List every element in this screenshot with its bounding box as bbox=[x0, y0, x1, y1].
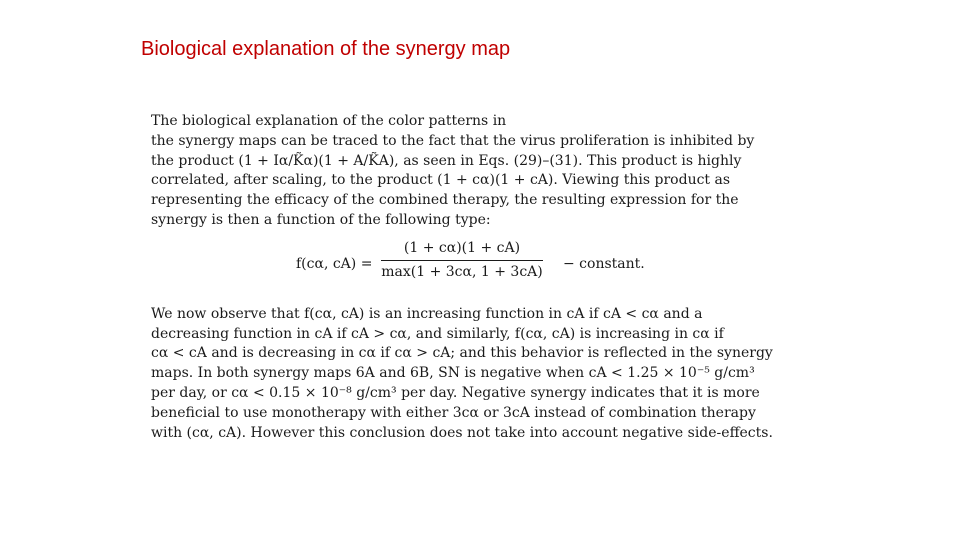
text-line: We now observe that f(cα, cA) is an increasing function in cA if cA < cα and a bbox=[151, 305, 703, 322]
text-line: with (cα, cA). However this conclusion does not take into account negative side-effects. bbox=[151, 424, 773, 441]
synergy-equation bbox=[151, 239, 779, 295]
text-line: correlated, after scaling, to the product (1 + cα)(1 + cA). Viewing this product as bbox=[151, 172, 731, 189]
equation-numerator: (1 + cα)(1 + cA) bbox=[403, 239, 521, 256]
equation-fraction bbox=[381, 239, 543, 283]
text-line: maps. In both synergy maps 6A and 6B, SN is negative when cA < 1.25 × 10⁻⁵ g/cm³ bbox=[151, 365, 755, 382]
text-line: the synergy maps can be traced to the fact that the virus proliferation is inhibited by bbox=[151, 132, 755, 149]
text-line: synergy is then a function of the following type: bbox=[151, 211, 491, 228]
document-excerpt bbox=[151, 112, 779, 443]
slide-title: Biological explanation of the synergy map bbox=[141, 38, 511, 60]
equation-rhs: − constant. bbox=[563, 255, 645, 272]
text-line: per day, or cα < 0.15 × 10⁻⁸ g/cm³ per day. Negative synergy indicates that it is more bbox=[151, 384, 760, 401]
text-line: decreasing function in cA if cA > cα, and similarly, f(cα, cA) is increasing in cα if bbox=[151, 325, 724, 342]
text-line: cα < cA and is decreasing in cα if cα > cA; and this behavior is reflected in the synergy bbox=[151, 345, 773, 362]
fraction-bar bbox=[381, 260, 543, 261]
text-line: representing the efficacy of the combined therapy, the resulting expression for the bbox=[151, 192, 739, 209]
text-line: the product (1 + Iα/K̃α)(1 + A/K̃A), as seen in Eqs. (29)–(31). This product is highly bbox=[151, 152, 742, 169]
text-line: beneficial to use monotherapy with either 3cα or 3cA instead of combination therapy bbox=[151, 404, 756, 421]
equation-lhs: f(cα, cA) = bbox=[296, 255, 373, 272]
equation-denominator: max(1 + 3cα, 1 + 3cA) bbox=[381, 263, 543, 280]
text-line: The biological explanation of the color patterns in bbox=[151, 113, 507, 129]
